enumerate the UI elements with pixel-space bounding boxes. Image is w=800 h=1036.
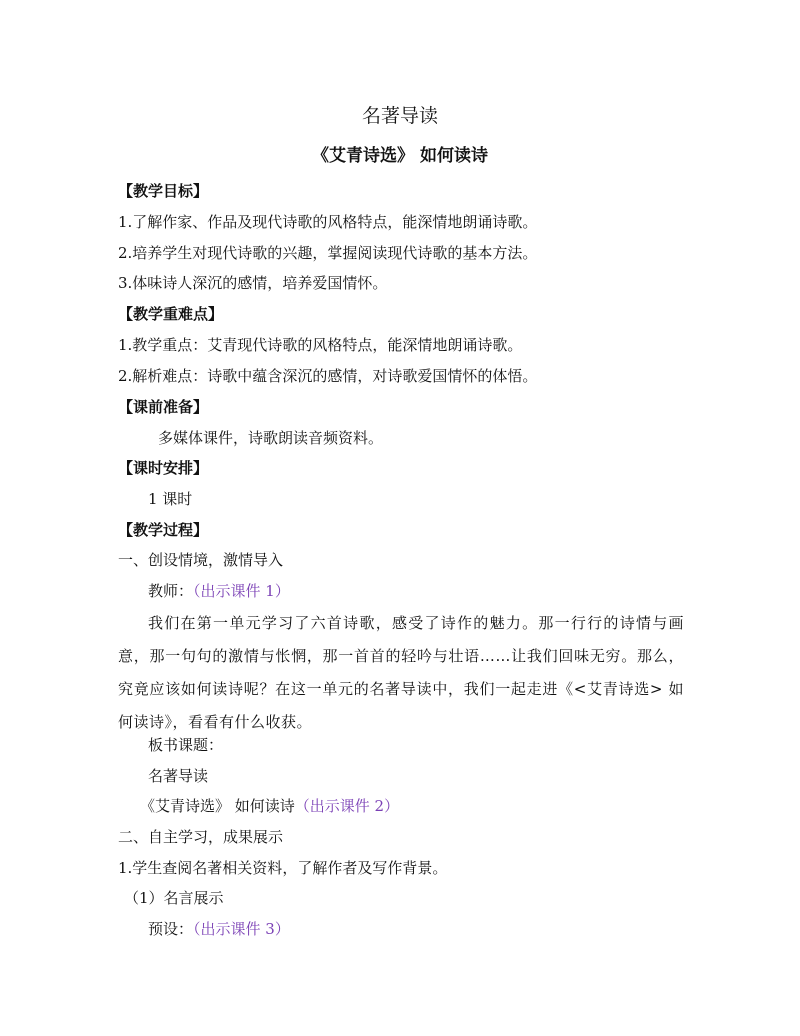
board-label: 板书课题：	[148, 736, 224, 754]
time-text: 1 课时	[148, 490, 193, 508]
heading-prep: 【课前准备】	[118, 398, 209, 416]
board-subtitle: 《艾青诗选》 如何读诗	[140, 797, 295, 815]
step-2-heading: 二、自主学习，成果展示	[118, 828, 284, 846]
heading-keypoints: 【教学重难点】	[118, 305, 224, 323]
courseware-3-note: （出示课件 3）	[193, 920, 290, 938]
heading-process: 【教学过程】	[118, 521, 209, 539]
heading-goals: 【教学目标】	[118, 182, 209, 200]
goal-item-2: 2.培养学生对现代诗歌的兴趣，掌握阅读现代诗歌的基本方法。	[118, 244, 538, 262]
step-2-sub-1: （1）名言展示	[124, 889, 224, 907]
courseware-2-note: （出示课件 2）	[294, 797, 400, 815]
prep-text: 多媒体课件，诗歌朗读音频资料。	[158, 429, 384, 447]
board-subtitle-line	[140, 796, 399, 816]
step-1-heading: 一、创设情境，激情导入	[118, 551, 284, 569]
teacher-label: 教师：	[148, 582, 194, 600]
doc-title: 名著导读	[361, 105, 438, 127]
goal-item-3: 3.体味诗人深沉的感情，培养爱国情怀。	[118, 274, 388, 292]
teacher-line	[148, 581, 290, 601]
keypoint-item-1: 1.教学重点：艾青现代诗歌的风格特点，能深情地朗诵诗歌。	[118, 336, 523, 354]
heading-time: 【课时安排】	[118, 459, 209, 477]
keypoint-item-2: 2.解析难点：诗歌中蕴含深沉的感情，对诗歌爱国情怀的体悟。	[118, 367, 538, 385]
goal-item-1: 1.了解作家、作品及现代诗歌的风格特点，能深情地朗诵诗歌。	[118, 213, 538, 231]
preset-label: 预设：	[148, 920, 194, 938]
board-title: 名著导读	[148, 767, 209, 785]
courseware-1-note: （出示课件 1）	[193, 582, 290, 600]
step-2-item-1: 1.学生查阅名著相关资料，了解作者及写作背景。	[118, 859, 448, 877]
preset-line	[148, 919, 290, 939]
doc-subtitle: 《艾青诗选》 如何读诗	[312, 146, 488, 166]
intro-paragraph: 我们在第一单元学习了六首诗歌，感受了诗作的魅力。那一行行的诗情与画意，那一句句的激情与怅惘，那一首首的轻吟与壮语……让我们回味无穷。那么，究竟应该如何读诗呢？在这一单元的名著导读中，我们一起走进《<艾青诗选> 如何读诗》，看看有什么收获。	[118, 614, 684, 731]
